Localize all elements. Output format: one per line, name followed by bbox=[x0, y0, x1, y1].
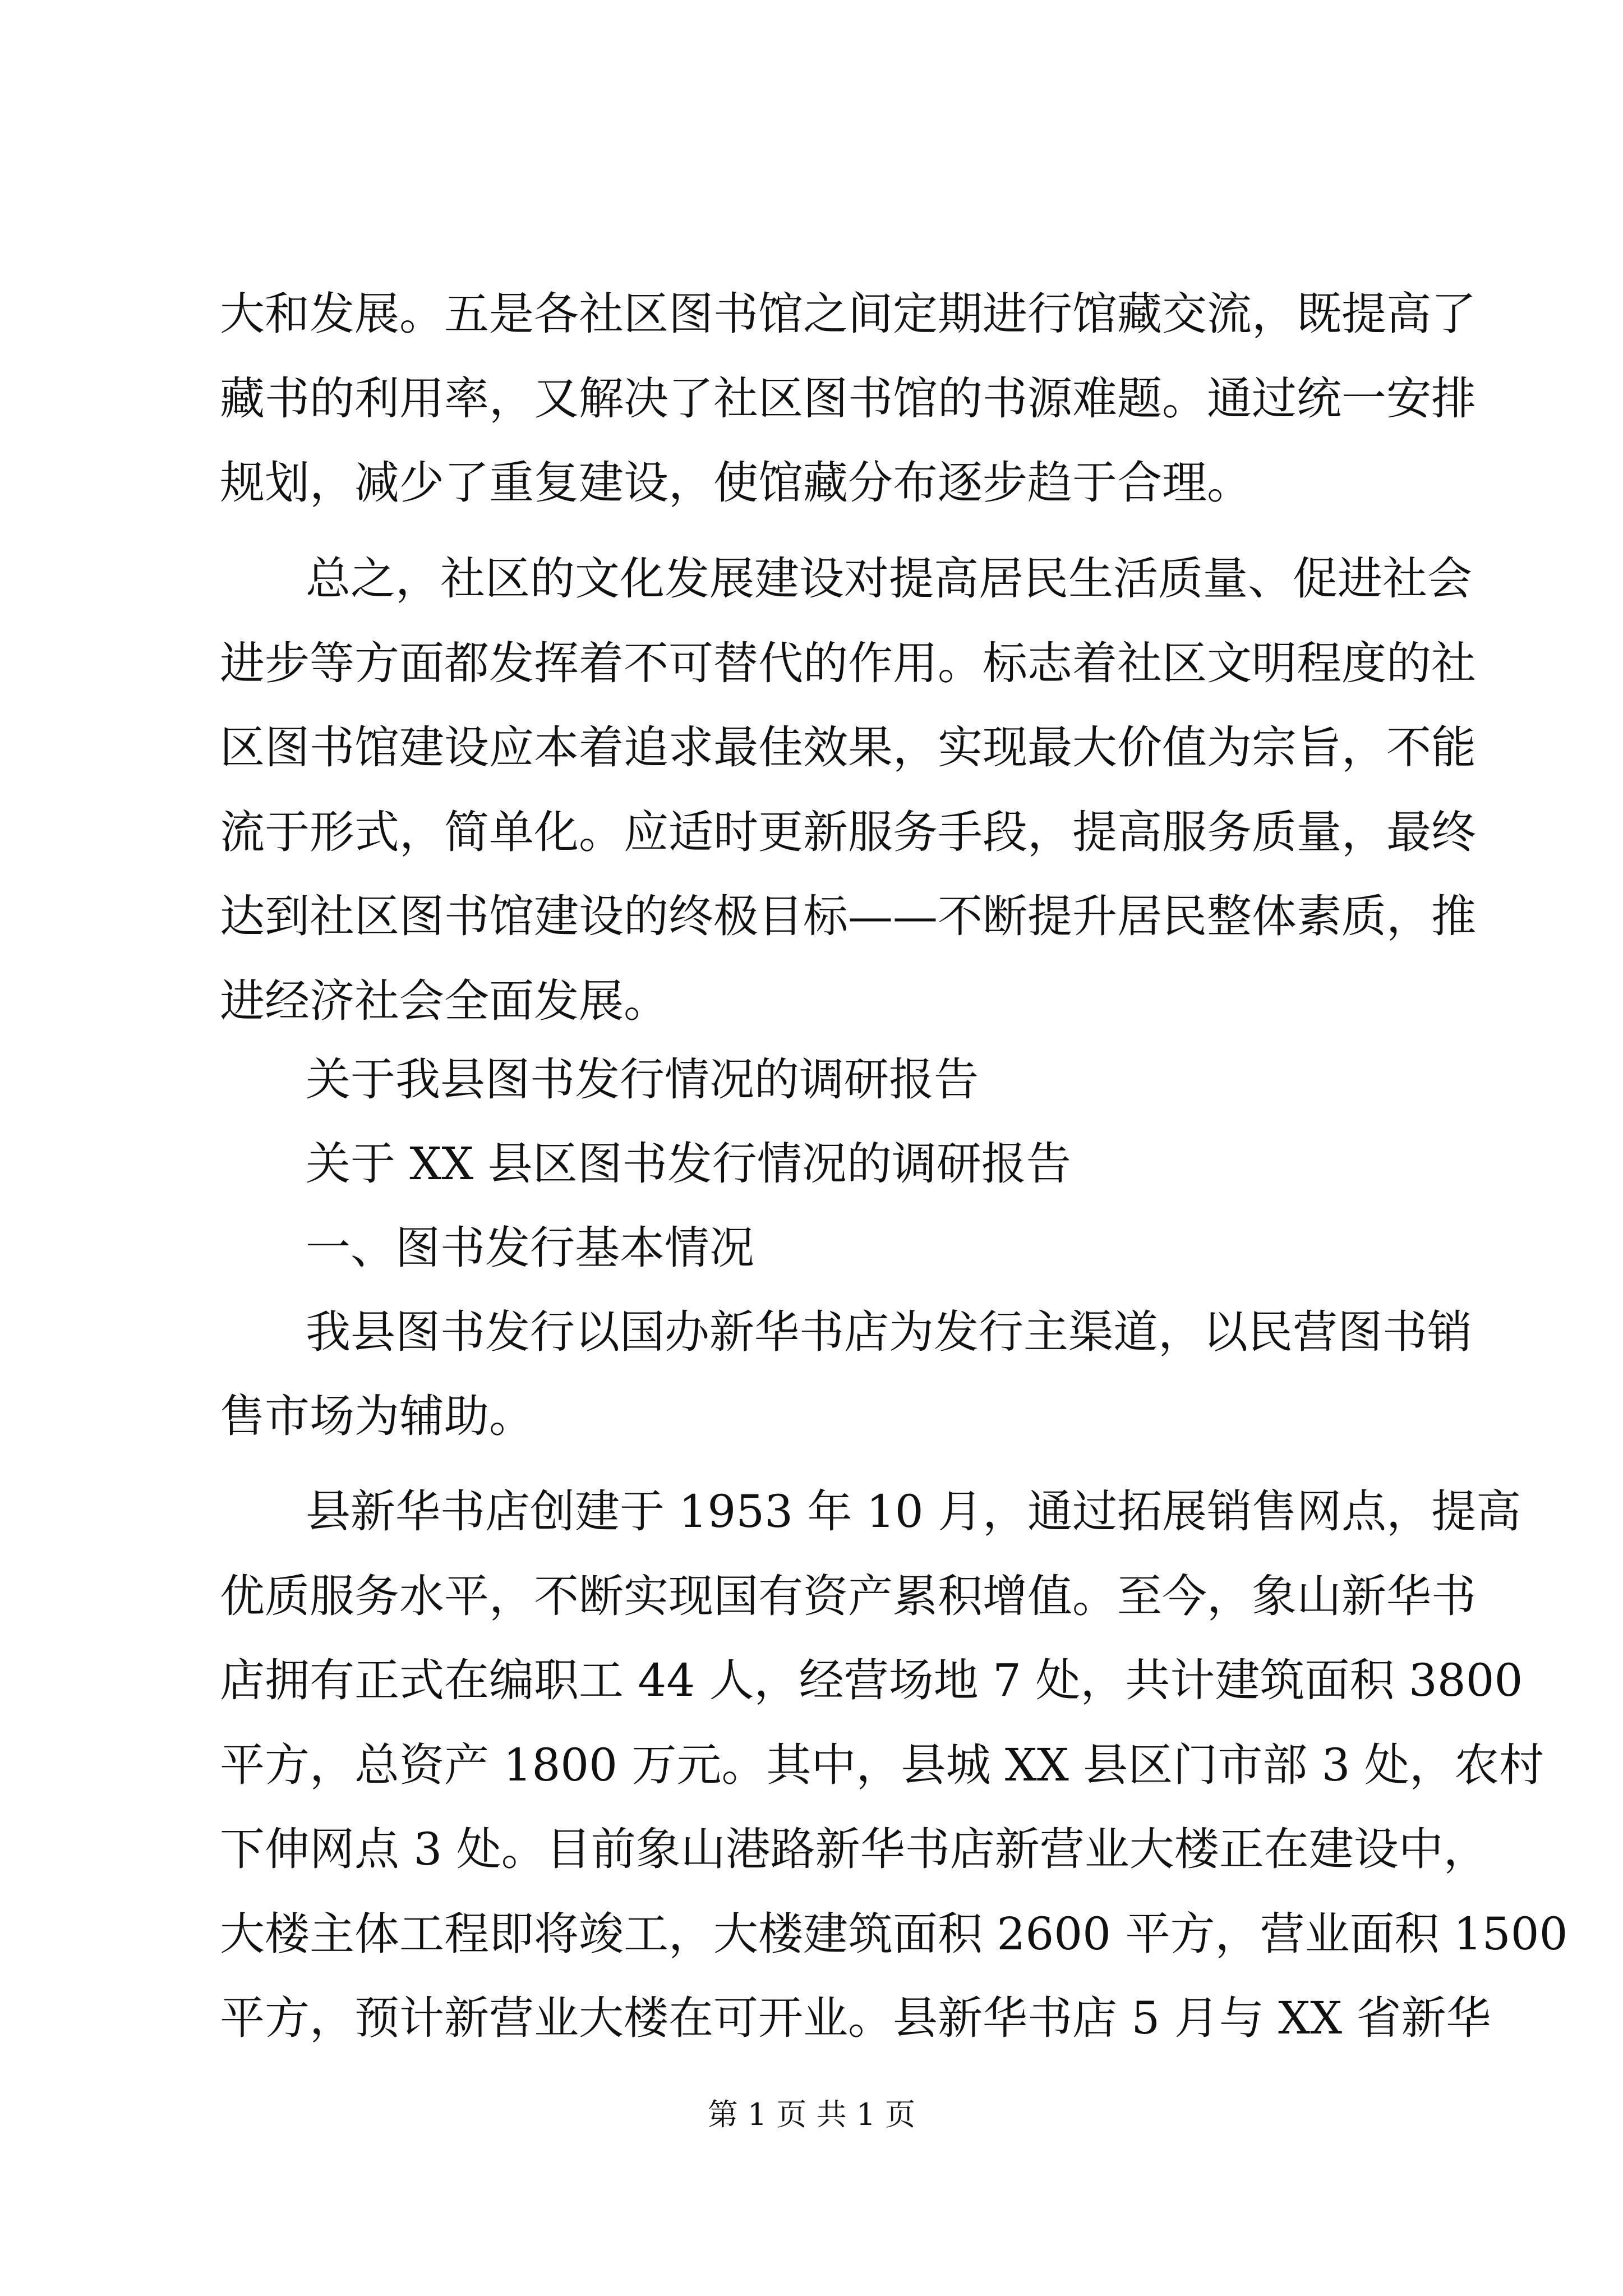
body-text-line: 县新华书店创建于 1953 年 10 月，通过拓展销售网点，提高 bbox=[306, 1485, 1521, 1538]
body-text-line: 总之，社区的文化发展建设对提高居民生活质量、促进社会 bbox=[306, 553, 1472, 605]
body-text-line: 规划，减少了重复建设，使馆藏分布逐步趋于合理。 bbox=[220, 457, 1252, 509]
body-text-line: 大和发展。五是各社区图书馆之间定期进行馆藏交流，既提高了 bbox=[220, 288, 1476, 340]
body-text-line: 售市场为辅助。 bbox=[220, 1390, 534, 1442]
body-text-line: 我县图书发行以国办新华书店为发行主渠道，以民营图书销 bbox=[306, 1306, 1472, 1358]
body-text-line: 店拥有正式在编职工 44 人，经营场地 7 处，共计建筑面积 3800 bbox=[220, 1654, 1523, 1706]
section-heading: 一、图书发行基本情况 bbox=[306, 1222, 754, 1274]
body-text-line: 区图书馆建设应本着追求最佳效果，实现最大价值为宗旨，不能 bbox=[220, 721, 1476, 774]
body-text-line: 藏书的利用率，又解决了社区图书馆的书源难题。通过统一安排 bbox=[220, 372, 1476, 425]
body-text-line: 平方，总资产 1800 万元。其中，县城 XX 县区门市部 3 处，农村 bbox=[220, 1739, 1544, 1791]
body-text-line: 大楼主体工程即将竣工，大楼建筑面积 2600 平方，营业面积 1500 bbox=[220, 1908, 1568, 1960]
section-heading: 关于我县图书发行情况的调研报告 bbox=[306, 1053, 979, 1106]
body-text-line: 达到社区图书馆建设的终极目标——不断提升居民整体素质，推 bbox=[220, 890, 1476, 942]
body-text-line: 下伸网点 3 处。目前象山港路新华书店新营业大楼正在建设中， bbox=[220, 1823, 1488, 1875]
section-heading: 关于 XX 县区图书发行情况的调研报告 bbox=[306, 1138, 1071, 1190]
body-text-line: 平方，预计新营业大楼在可开业。县新华书店 5 月与 XX 省新华 bbox=[220, 1992, 1491, 2044]
body-text-line: 优质服务水平，不断实现国有资产累积增值。至今，象山新华书 bbox=[220, 1570, 1476, 1622]
body-text-line: 流于形式，简单化。应适时更新服务手段，提高服务质量，最终 bbox=[220, 806, 1476, 858]
body-text-line: 进步等方面都发挥着不可替代的作用。标志着社区文明程度的社 bbox=[220, 637, 1476, 689]
body-text-line: 进经济社会全面发展。 bbox=[220, 975, 668, 1027]
page-footer: 第 1 页 共 1 页 bbox=[707, 2097, 916, 2132]
